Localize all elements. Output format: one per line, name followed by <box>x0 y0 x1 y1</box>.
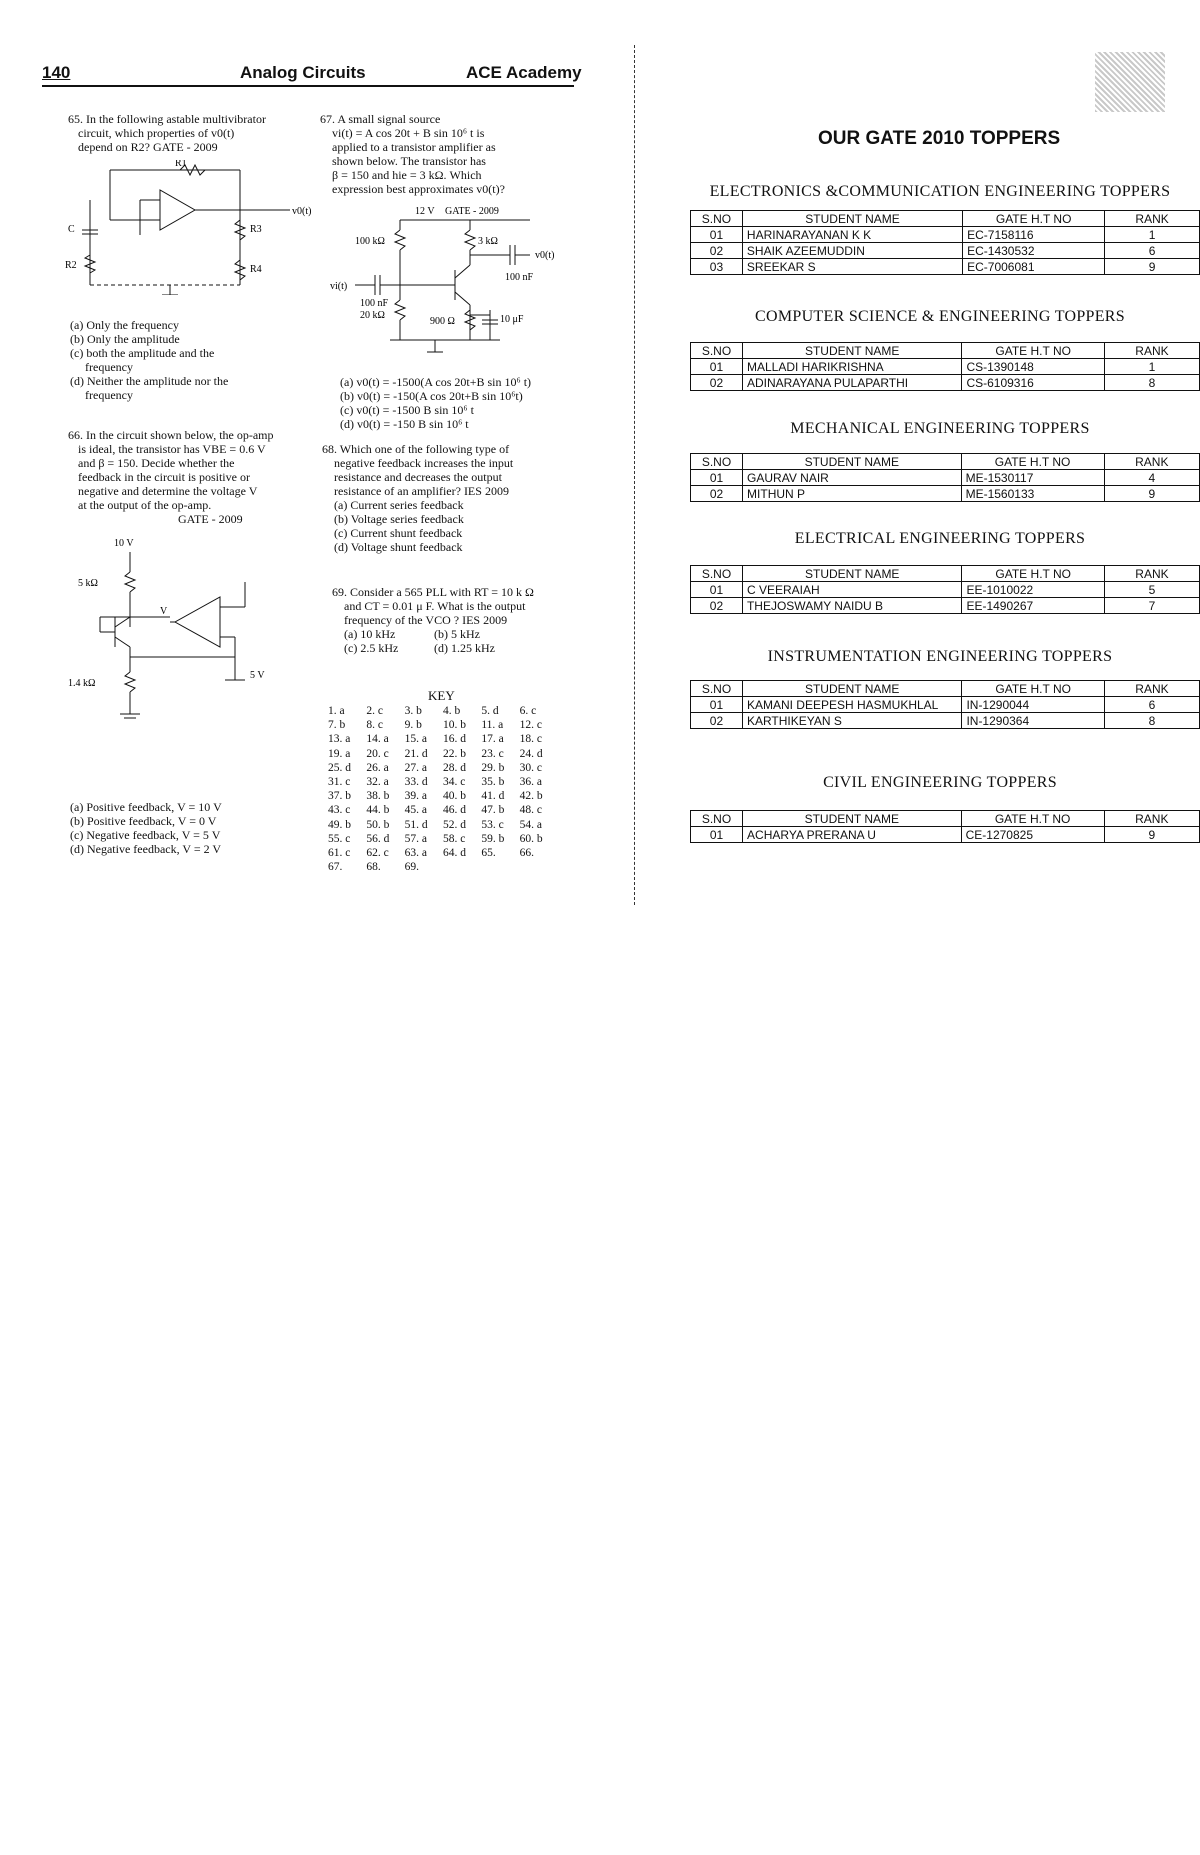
column-header: GATE H.T NO <box>961 811 1104 827</box>
vref-label: 5 V <box>250 670 265 681</box>
column-header: STUDENT NAME <box>743 454 962 470</box>
answer-key-cell: 14. a <box>366 733 389 746</box>
answer-key-cell: 12. c <box>519 719 543 732</box>
q69-option: (c) 2.5 kHz <box>344 641 399 655</box>
table-header-row <box>691 566 1200 582</box>
q68-option: (c) Current shunt feedback <box>334 526 463 540</box>
table-cell: 8 <box>1104 713 1199 729</box>
table-row <box>691 359 1200 375</box>
rc-label: 3 kΩ <box>478 236 498 247</box>
table-cell: 02 <box>691 243 743 259</box>
answer-key-cell: 3. b <box>404 705 422 717</box>
answer-key-cell: 46. d <box>442 804 466 817</box>
table-cell: 02 <box>691 713 743 729</box>
table-cell: EC-7006081 <box>963 259 1105 275</box>
table-cell: CS-1390148 <box>962 359 1104 375</box>
answer-key-cell: 65. <box>481 847 496 860</box>
answer-key-cell <box>481 860 519 874</box>
column-header: STUDENT NAME <box>742 566 961 582</box>
table-cell: SREEKAR S <box>742 259 962 275</box>
answer-key-cell: 15. a <box>404 733 428 746</box>
answer-key-cell: 62. c <box>366 847 389 860</box>
answer-key-cell: 11. a <box>481 719 504 732</box>
table-cell: ADINARAYANA PULAPARTHI <box>742 375 961 391</box>
q65-option: frequency <box>70 388 133 402</box>
table-cell: THEJOSWAMY NAIDU B <box>742 598 961 614</box>
answer-key-cell: 23. c <box>481 747 504 760</box>
q67-circuit-diagram <box>330 200 590 360</box>
table-cell: ACHARYA PRERANA U <box>743 827 962 843</box>
r-bot-label: 1.4 kΩ <box>68 678 96 689</box>
answer-key-cell: 20. c <box>366 747 389 760</box>
scanned-mark <box>1095 52 1165 112</box>
toppers-title: OUR GATE 2010 TOPPERS <box>818 128 1061 149</box>
r1-label: R1 <box>175 160 187 169</box>
q68-line: 68. Which one of the following type of <box>322 442 510 456</box>
table-row <box>691 697 1200 713</box>
column-header: GATE H.T NO <box>962 681 1104 697</box>
q68-option: (a) Current series feedback <box>334 498 464 512</box>
answer-key-cell: 31. c <box>328 776 351 789</box>
table-cell: IN-1290364 <box>962 713 1104 729</box>
table-cell: 6 <box>1105 243 1200 259</box>
r-top-label: 5 kΩ <box>78 578 98 589</box>
column-header: RANK <box>1104 454 1199 470</box>
answer-key-cell: 32. a <box>366 776 389 789</box>
column-header: GATE H.T NO <box>963 211 1105 227</box>
q67-option: (c) v0(t) = -1500 B sin 10⁶ t <box>340 403 474 417</box>
column-header: GATE H.T NO <box>961 454 1104 470</box>
cin-label: 100 nF <box>360 298 389 309</box>
q65-line: depend on R2? GATE - 2009 <box>78 140 218 154</box>
answer-key-cell: 57. a <box>404 832 428 845</box>
q67-line: vi(t) = A cos 20t + B sin 10⁶ t is <box>332 126 485 140</box>
column-header: STUDENT NAME <box>742 343 961 359</box>
answer-key-cell: 54. a <box>519 818 543 831</box>
table-cell: ME-1530117 <box>961 470 1104 486</box>
q69-option: (b) 5 kHz <box>434 627 480 641</box>
section-title: COMPUTER SCIENCE & ENGINEERING TOPPERS <box>755 308 1125 325</box>
answer-key-cell: 51. d <box>404 818 428 831</box>
q66-circuit-diagram <box>60 532 320 752</box>
table-cell: MITHUN P <box>743 486 962 502</box>
answer-key-cell: 53. c <box>481 818 504 831</box>
table-row <box>691 259 1200 275</box>
q66-option: (a) Positive feedback, V = 10 V <box>70 800 222 814</box>
table-cell: IN-1290044 <box>962 697 1104 713</box>
ce-label: 10 μF <box>500 314 524 325</box>
q66-line: at the output of the op-amp. <box>78 498 212 512</box>
q65-circuit-diagram <box>60 160 320 295</box>
cout-label: 100 nF <box>505 272 534 283</box>
answer-key-cell: 19. a <box>328 747 351 760</box>
vi-label: vi(t) <box>330 281 348 292</box>
toppers-table <box>690 680 1200 729</box>
re-label: 900 Ω <box>430 316 455 327</box>
column-header: RANK <box>1104 811 1199 827</box>
column-header: S.NO <box>691 566 743 582</box>
answer-key-cell: 40. b <box>442 790 466 803</box>
table-cell: 7 <box>1104 598 1199 614</box>
table-cell: 01 <box>691 470 743 486</box>
r2-label: 20 kΩ <box>360 310 385 321</box>
toppers-table <box>690 210 1200 275</box>
table-row <box>691 470 1200 486</box>
table-cell: 1 <box>1104 359 1199 375</box>
answer-key-cell: 2. c <box>366 705 383 717</box>
page-divider <box>634 45 635 905</box>
table-cell: EE-1010022 <box>962 582 1104 598</box>
column-header: GATE H.T NO <box>962 566 1104 582</box>
column-header: RANK <box>1104 343 1199 359</box>
answer-key-cell: 1. a <box>328 705 345 717</box>
question-67 <box>320 112 585 196</box>
answer-key-cell: 43. c <box>328 804 351 817</box>
answer-key-cell: 18. c <box>519 733 543 746</box>
answer-key-cell: 33. d <box>404 776 428 789</box>
answer-key-cell: 34. c <box>442 776 466 789</box>
column-header: RANK <box>1104 681 1199 697</box>
vo-label: v0(t) <box>535 250 555 261</box>
column-header: S.NO <box>691 811 743 827</box>
q67-option: (d) v0(t) = -150 B sin 10⁶ t <box>340 417 469 431</box>
table-cell: MALLADI HARIKRISHNA <box>742 359 961 375</box>
q68-line: resistance of an amplifier? IES 2009 <box>334 484 509 498</box>
table-header-row <box>691 343 1200 359</box>
answer-key-cell: 35. b <box>481 776 505 789</box>
table-cell: 5 <box>1104 582 1199 598</box>
q67-line: 67. A small signal source <box>320 112 441 126</box>
q65-options <box>70 318 330 402</box>
toppers-table <box>690 565 1200 614</box>
answer-key-cell: 9. b <box>404 719 422 732</box>
q65-option: (c) both the amplitude and the <box>70 346 215 360</box>
table-cell: 02 <box>691 486 743 502</box>
column-header: S.NO <box>691 343 743 359</box>
answer-key-cell: 66. <box>519 847 535 860</box>
table-cell: SHAIK AZEEMUDDIN <box>742 243 962 259</box>
answer-key-cell: 36. a <box>519 776 543 789</box>
section-title: ELECTRONICS &COMMUNICATION ENGINEERING TOPPERS <box>709 183 1171 200</box>
q68-line: resistance and decreases the output <box>334 470 502 484</box>
table-cell: KARTHIKEYAN S <box>742 713 961 729</box>
table-cell: C VEERAIAH <box>742 582 961 598</box>
answer-key-cell: 6. c <box>519 705 537 717</box>
table-row <box>691 582 1200 598</box>
page-number: 140 <box>42 63 71 82</box>
answer-key-cell: 25. d <box>328 761 351 774</box>
q69-option: (a) 10 kHz <box>344 627 396 641</box>
table-cell: 1 <box>1105 227 1200 243</box>
q69-line: frequency of the VCO ? IES 2009 <box>344 613 508 627</box>
section-title: MECHANICAL ENGINEERING TOPPERS <box>790 420 1090 437</box>
table-cell: 9 <box>1105 259 1200 275</box>
table-cell: CE-1270825 <box>961 827 1104 843</box>
question-65 <box>68 112 330 154</box>
answer-key-cell: 24. d <box>519 747 543 760</box>
toppers-table <box>690 342 1200 391</box>
question-66 <box>68 428 330 526</box>
answer-key-cell: 27. a <box>404 761 428 774</box>
q66-gate: GATE - 2009 <box>178 512 243 526</box>
answer-key-cell: 47. b <box>481 804 505 817</box>
q67-option: (a) v0(t) = -1500(A cos 20t+B sin 10⁶ t) <box>340 375 532 389</box>
table-cell: EE-1490267 <box>962 598 1104 614</box>
answer-key-cell: 60. b <box>519 832 543 845</box>
table-header-row <box>691 211 1200 227</box>
table-row <box>691 227 1200 243</box>
answer-key-cell: 28. d <box>442 761 466 774</box>
q67-line: shown below. The transistor has <box>332 154 486 168</box>
table-cell: EC-7158116 <box>963 227 1105 243</box>
column-header: RANK <box>1105 211 1200 227</box>
answer-key-cell: 17. a <box>481 733 504 746</box>
q67-line: expression best approximates v0(t)? <box>332 182 505 196</box>
q66-line: 66. In the circuit shown below, the op-amp <box>68 428 274 442</box>
answer-key-cell: 68. <box>366 861 381 874</box>
q65-option: frequency <box>70 360 133 374</box>
answer-key-cell: 55. c <box>328 832 351 845</box>
answer-key-cell: 61. c <box>328 847 351 860</box>
r1-label: 100 kΩ <box>355 236 385 247</box>
answer-key-cell: 58. c <box>442 832 466 845</box>
q68-option: (b) Voltage series feedback <box>334 512 464 526</box>
answer-key-cell: 38. b <box>366 790 390 803</box>
q66-options <box>70 800 332 856</box>
toppers-table <box>690 453 1200 502</box>
q66-line: feedback in the circuit is positive or <box>78 470 250 484</box>
toppers-table <box>690 810 1200 843</box>
q67-option: (b) v0(t) = -150(A cos 20t+B sin 10⁶t) <box>340 389 523 403</box>
section-title: ELECTRICAL ENGINEERING TOPPERS <box>794 530 1086 547</box>
table-cell: 9 <box>1104 486 1199 502</box>
answer-key-cell: 22. b <box>442 747 466 760</box>
answer-key-cell: 26. a <box>366 761 389 774</box>
q69-line: and CT = 0.01 μ F. What is the output <box>344 599 526 613</box>
table-row <box>691 827 1200 843</box>
column-header: STUDENT NAME <box>743 811 962 827</box>
table-cell: 01 <box>691 827 743 843</box>
answer-key-cell: 41. d <box>481 790 505 803</box>
answer-key-cell: 4. b <box>442 705 461 717</box>
c-label: C <box>68 224 75 235</box>
vcc-label: 12 V <box>415 206 435 217</box>
table-row <box>691 243 1200 259</box>
table-row <box>691 713 1200 729</box>
q65-option: (a) Only the frequency <box>70 318 179 332</box>
table-header-row <box>691 454 1200 470</box>
column-header: RANK <box>1104 566 1199 582</box>
table-cell: 01 <box>691 697 743 713</box>
answer-key-cell: 48. c <box>519 804 543 817</box>
answer-key-cell: 56. d <box>366 832 390 845</box>
answer-key-cell <box>520 860 558 874</box>
answer-key-cell: 10. b <box>442 719 466 732</box>
header-rule <box>42 85 574 87</box>
answer-key-cell: 42. b <box>519 790 543 803</box>
answer-key-cell: 30. c <box>519 761 543 774</box>
r2-label: R2 <box>65 260 77 271</box>
q68-option: (d) Voltage shunt feedback <box>334 540 463 554</box>
table-cell: CS-6109316 <box>962 375 1104 391</box>
q67-line: β = 150 and hie = 3 kΩ. Which <box>332 168 482 182</box>
column-header: GATE H.T NO <box>962 343 1104 359</box>
vo-label: v0(t) <box>292 206 312 217</box>
answer-key-cell: 52. d <box>442 818 466 831</box>
table-cell: 6 <box>1104 697 1199 713</box>
answer-key-cell: 5. d <box>481 705 499 717</box>
answer-key-cell: 29. b <box>481 761 505 774</box>
q65-option: (d) Neither the amplitude nor the <box>70 374 229 388</box>
answer-key-cell: 50. b <box>366 818 390 831</box>
table-cell: 9 <box>1104 827 1199 843</box>
answer-key-cell: 49. b <box>328 818 351 831</box>
q69-option: (d) 1.25 kHz <box>434 641 495 655</box>
answer-key-cell: 64. d <box>442 847 466 860</box>
answer-key-cell: 39. a <box>404 790 428 803</box>
answer-key-grid <box>328 704 558 874</box>
table-header-row <box>691 811 1200 827</box>
table-cell: KAMANI DEEPESH HASMUKHLAL <box>742 697 961 713</box>
table-row <box>691 375 1200 391</box>
table-row <box>691 598 1200 614</box>
table-cell: 01 <box>691 227 743 243</box>
q66-option: (d) Negative feedback, V = 2 V <box>70 842 222 856</box>
q66-line: and β = 150. Decide whether the <box>78 456 235 470</box>
table-cell: 03 <box>691 259 743 275</box>
q65-line: 65. In the following astable multivibrator <box>68 112 266 126</box>
section-title: CIVIL ENGINEERING TOPPERS <box>823 774 1057 791</box>
question-69 <box>332 585 587 655</box>
table-cell: 02 <box>691 598 743 614</box>
q66-line: is ideal, the transistor has VBE = 0.6 V <box>78 442 266 456</box>
answer-key-cell: 67. <box>328 861 343 874</box>
q67-options <box>340 375 590 431</box>
answer-key-cell: 7. b <box>328 719 346 732</box>
gate-label: GATE - 2009 <box>445 206 499 217</box>
answer-key-cell: 21. d <box>404 747 428 760</box>
answer-key-cell: 8. c <box>366 719 383 732</box>
q65-line: circuit, which properties of v0(t) <box>78 126 235 140</box>
column-header: S.NO <box>691 454 743 470</box>
r4-label: R4 <box>250 264 262 275</box>
vcc-label: 10 V <box>114 538 134 549</box>
answer-key-cell: 59. b <box>481 832 505 845</box>
q67-line: applied to a transistor amplifier as <box>332 140 496 154</box>
column-header: S.NO <box>691 211 743 227</box>
answer-key-cell: 63. a <box>404 847 428 860</box>
column-header: STUDENT NAME <box>742 211 962 227</box>
answer-key-cell: 37. b <box>328 790 351 803</box>
q66-option: (b) Positive feedback, V = 0 V <box>70 814 217 828</box>
answer-key-cell: 45. a <box>404 804 428 817</box>
academy-name: ACE Academy <box>466 63 582 82</box>
column-header: S.NO <box>691 681 743 697</box>
q68-line: negative feedback increases the input <box>334 456 514 470</box>
table-cell: EC-1430532 <box>963 243 1105 259</box>
answer-key-cell: 13. a <box>328 733 351 746</box>
table-cell: 8 <box>1104 375 1199 391</box>
column-header: STUDENT NAME <box>742 681 961 697</box>
q69-line: 69. Consider a 565 PLL with RT = 10 k Ω <box>332 585 534 599</box>
table-cell: HARINARAYANAN K K <box>742 227 962 243</box>
table-header-row <box>691 681 1200 697</box>
table-cell: 01 <box>691 359 743 375</box>
chapter-title: Analog Circuits <box>240 63 366 82</box>
r3-label: R3 <box>250 224 262 235</box>
q65-option: (b) Only the amplitude <box>70 332 180 346</box>
section-title: INSTRUMENTATION ENGINEERING TOPPERS <box>767 648 1113 665</box>
answer-key-cell: 16. d <box>442 733 466 746</box>
table-cell: 01 <box>691 582 743 598</box>
answer-key-cell: 69. <box>404 861 420 874</box>
v-label: V <box>160 606 168 617</box>
q66-line: negative and determine the voltage V <box>78 484 258 498</box>
q66-option: (c) Negative feedback, V = 5 V <box>70 828 221 842</box>
table-cell: ME-1560133 <box>961 486 1104 502</box>
table-row <box>691 486 1200 502</box>
table-cell: 02 <box>691 375 743 391</box>
question-68 <box>322 442 587 554</box>
answer-key-cell: 44. b <box>366 804 390 817</box>
table-cell: 4 <box>1104 470 1199 486</box>
answer-key-title: KEY <box>428 688 455 703</box>
answer-key-cell <box>443 860 481 874</box>
table-cell: GAURAV NAIR <box>743 470 962 486</box>
